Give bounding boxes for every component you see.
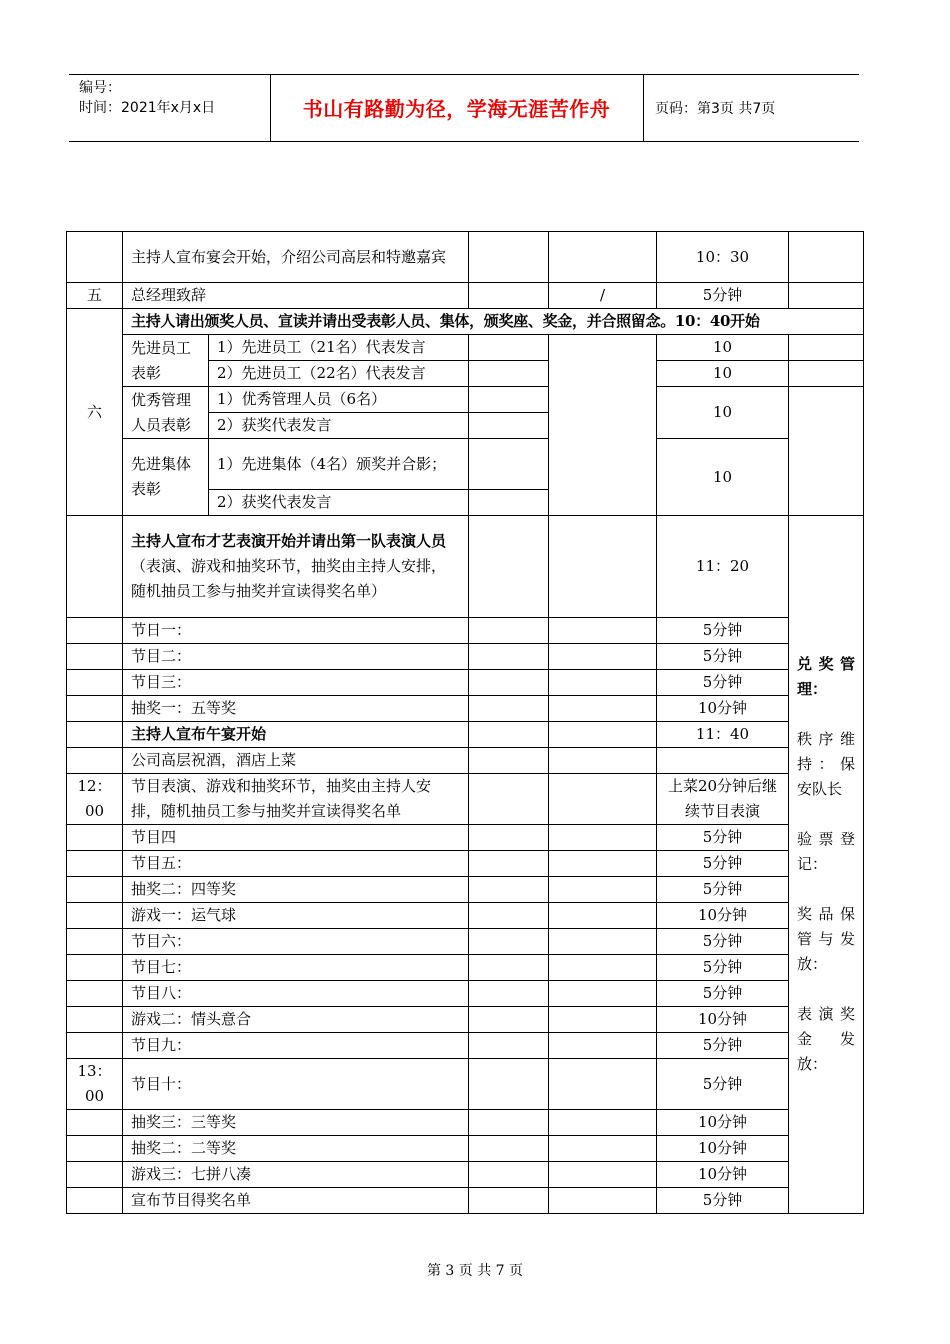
blank-cell [549, 516, 657, 618]
time-cell: 10 [657, 361, 789, 387]
blank-cell [469, 851, 549, 877]
blank-cell [469, 618, 549, 644]
blank-cell [549, 618, 657, 644]
blank-cell [549, 644, 657, 670]
blank-cell [549, 825, 657, 851]
content-cell: 节目二： [123, 644, 469, 670]
blank-cell [549, 955, 657, 981]
step-cell: 12：00 [67, 774, 123, 825]
blank-cell [469, 490, 549, 516]
time-cell [657, 748, 789, 774]
notes-order: 秩序维持：保安队长 [797, 730, 856, 798]
time-cell: 10 [657, 439, 789, 516]
blank-cell [469, 439, 549, 490]
content-cell: 节日一： [123, 618, 469, 644]
table-row [67, 774, 864, 825]
blank-cell [549, 670, 657, 696]
step-cell [67, 1162, 123, 1188]
time-cell: 5分钟 [657, 877, 789, 903]
content-cell: 节目六： [123, 929, 469, 955]
table-row [67, 1059, 864, 1110]
prize-management-notes [789, 516, 864, 1214]
table-row [67, 670, 864, 696]
time-cell: 上菜20分钟后继续节目表演 [657, 774, 789, 825]
step-cell [67, 618, 123, 644]
step-cell: 六 [67, 309, 123, 516]
blank-cell [549, 1033, 657, 1059]
time-cell: 5分钟 [657, 1059, 789, 1110]
content-cell: 节目九： [123, 1033, 469, 1059]
content-cell: 总经理致辞 [123, 283, 469, 309]
header-meta [79, 78, 215, 118]
blank-cell [789, 335, 864, 361]
step-cell [67, 851, 123, 877]
blank-cell [789, 387, 864, 516]
time-cell: 5分钟 [657, 670, 789, 696]
notes-bonus: 表演奖金发放： [797, 1005, 856, 1073]
time-cell: 5分钟 [657, 825, 789, 851]
time-cell: 10分钟 [657, 903, 789, 929]
blank-cell [469, 1136, 549, 1162]
blank-cell [469, 413, 549, 439]
step-cell [67, 696, 123, 722]
step-cell [67, 670, 123, 696]
table-row [67, 232, 864, 283]
header-divider [643, 74, 644, 141]
step-cell [67, 1007, 123, 1033]
notes-ticket: 验票登记： [797, 830, 856, 873]
time-cell: 10 [657, 335, 789, 361]
step-cell [67, 1188, 123, 1214]
award-item-cell: 2）获奖代表发言 [209, 490, 469, 516]
time-cell: 10 [657, 387, 789, 439]
step-cell [67, 825, 123, 851]
blank-cell [469, 335, 549, 361]
blank-cell [549, 903, 657, 929]
step-cell [67, 929, 123, 955]
blank-cell [469, 1110, 549, 1136]
blank-cell [549, 1007, 657, 1033]
blank-cell [469, 903, 549, 929]
blank-cell [549, 981, 657, 1007]
content-cell [123, 516, 469, 618]
blank-cell [469, 748, 549, 774]
award-group-cell: 优秀管理人员表彰 [123, 387, 209, 439]
serial-number-label: 编号： [79, 80, 121, 96]
award-item-cell: 1）先进员工（21名）代表发言 [209, 335, 469, 361]
content-cell: 节目十： [123, 1059, 469, 1110]
table-row [67, 929, 864, 955]
step-cell [67, 516, 123, 618]
blank-cell [469, 929, 549, 955]
blank-cell [549, 748, 657, 774]
blank-cell [789, 361, 864, 387]
table-row [67, 516, 864, 618]
blank-cell [549, 877, 657, 903]
step-cell [67, 232, 123, 283]
page-footer: 第 3 页 共 7 页 [426, 1263, 524, 1279]
content-cell: 抽奖一：五等奖 [123, 696, 469, 722]
time-cell: 5分钟 [657, 644, 789, 670]
table-row [67, 309, 864, 335]
blank-cell [469, 232, 549, 283]
content-cell: 宣布节目得奖名单 [123, 1188, 469, 1214]
table-row [67, 644, 864, 670]
blank-cell [549, 696, 657, 722]
content-cell: 抽奖三：三等奖 [123, 1110, 469, 1136]
blank-cell [469, 1033, 549, 1059]
time-cell: 5分钟 [657, 851, 789, 877]
table-row [67, 618, 864, 644]
content-cell: 抽奖二：四等奖 [123, 877, 469, 903]
blank-cell [469, 283, 549, 309]
step-cell [67, 877, 123, 903]
blank-cell [549, 774, 657, 825]
blank-cell [549, 1136, 657, 1162]
content-cell: 节目四 [123, 825, 469, 851]
step-cell [67, 903, 123, 929]
table-row [67, 283, 864, 309]
blank-cell [549, 232, 657, 283]
award-item-cell: 1）先进集体（4名）颁奖并合影； [209, 439, 469, 490]
blank-cell [469, 387, 549, 413]
time-cell: 5分钟 [657, 1188, 789, 1214]
award-item-cell: 2）先进员工（22名）代表发言 [209, 361, 469, 387]
blank-cell [469, 696, 549, 722]
table-row [67, 851, 864, 877]
blank-cell [549, 851, 657, 877]
table-row [67, 748, 864, 774]
table-row [67, 1110, 864, 1136]
award-item-cell: 1）优秀管理人员（6名） [209, 387, 469, 413]
blank-cell [549, 722, 657, 748]
award-group-cell: 先进员工表彰 [123, 335, 209, 387]
content-cell: 节目五： [123, 851, 469, 877]
blank-cell [549, 1110, 657, 1136]
step-cell: 五 [67, 283, 123, 309]
blank-cell [549, 1059, 657, 1110]
time-cell: 5分钟 [657, 981, 789, 1007]
slash-cell: / [549, 283, 657, 309]
time-cell: 5分钟 [657, 955, 789, 981]
blank-cell [469, 361, 549, 387]
award-group-cell: 先进集体表彰 [123, 439, 209, 516]
table-row [67, 696, 864, 722]
time-cell: 10分钟 [657, 1136, 789, 1162]
table-row [67, 1007, 864, 1033]
table-row [67, 825, 864, 851]
step-cell [67, 1136, 123, 1162]
content-bold: 主持人宣布才艺表演开始并请出第一队表演人员 [131, 532, 447, 550]
time-cell: 11：40 [657, 722, 789, 748]
blank-cell [469, 670, 549, 696]
content-cell: 节目八： [123, 981, 469, 1007]
content-cell: 抽奖二：二等奖 [123, 1136, 469, 1162]
blank-cell [549, 1188, 657, 1214]
blank-cell [469, 722, 549, 748]
time-cell: 11：20 [657, 516, 789, 618]
blank-cell [469, 955, 549, 981]
step-cell [67, 722, 123, 748]
table-row [67, 1033, 864, 1059]
notes-prize: 奖品保管与发放： [797, 905, 856, 973]
award-intro-cell: 主持人请出颁奖人员、宣读并请出受表彰人员、集体，颁奖座、奖金，并合照留念。10：40开始 [123, 309, 864, 335]
blank-cell [469, 1059, 549, 1110]
blank-cell [789, 283, 864, 309]
content-cell: 游戏一：运气球 [123, 903, 469, 929]
time-cell: 5分钟 [657, 283, 789, 309]
table-row [67, 877, 864, 903]
table-row [67, 1162, 864, 1188]
blank-cell [469, 516, 549, 618]
table-row [67, 439, 864, 490]
time-cell: 5分钟 [657, 1033, 789, 1059]
blank-cell [469, 1188, 549, 1214]
step-cell [67, 1033, 123, 1059]
blank-cell [469, 1007, 549, 1033]
content-cell: 节目表演、游戏和抽奖环节，抽奖由主持人安排，随机抽员工参与抽奖并宣读得奖名单 [123, 774, 469, 825]
time-cell: 10分钟 [657, 1110, 789, 1136]
blank-cell [469, 644, 549, 670]
table-row [67, 335, 864, 361]
blank-cell [469, 825, 549, 851]
table-row [67, 387, 864, 413]
blank-cell [549, 1162, 657, 1188]
time-cell: 10分钟 [657, 1162, 789, 1188]
content-cell: 游戏三：七拼八凑 [123, 1162, 469, 1188]
blank-cell [549, 929, 657, 955]
content-cell: 节目三： [123, 670, 469, 696]
date-label: 时间：2021年x月x日 [79, 100, 216, 116]
table-row [67, 981, 864, 1007]
blank-cell [469, 1162, 549, 1188]
table-row [67, 1188, 864, 1214]
content-cell: 节目七： [123, 955, 469, 981]
time-cell: 10分钟 [657, 696, 789, 722]
schedule-table [66, 231, 864, 1214]
time-cell: 10：30 [657, 232, 789, 283]
notes-title: 兑奖管理： [797, 655, 856, 698]
table-row [67, 722, 864, 748]
table-row [67, 1136, 864, 1162]
blank-cell [549, 335, 657, 516]
header-bottom-rule [69, 141, 859, 142]
step-cell [67, 1110, 123, 1136]
blank-cell [789, 232, 864, 283]
step-cell: 13：00 [67, 1059, 123, 1110]
step-cell [67, 955, 123, 981]
step-cell [67, 644, 123, 670]
header-page-number: 页码：第3页 共7页 [655, 100, 776, 117]
header-motto: 书山有路勤为径，学海无涯苦作舟 [302, 97, 611, 121]
blank-cell [469, 981, 549, 1007]
blank-cell [469, 774, 549, 825]
blank-cell [469, 877, 549, 903]
time-cell: 10分钟 [657, 1007, 789, 1033]
table-row [67, 903, 864, 929]
content-cell: 游戏二：情头意合 [123, 1007, 469, 1033]
content-cell: 主持人宣布午宴开始 [123, 722, 469, 748]
table-row [67, 955, 864, 981]
time-cell: 5分钟 [657, 618, 789, 644]
step-cell [67, 981, 123, 1007]
content-cell: 主持人宣布宴会开始，介绍公司高层和特邀嘉宾 [123, 232, 469, 283]
content-rest: （表演、游戏和抽奖环节，抽奖由主持人安排，随机抽员工参与抽奖并宣读得奖名单） [131, 557, 447, 600]
content-cell: 公司高层祝酒，酒店上菜 [123, 748, 469, 774]
time-cell: 5分钟 [657, 929, 789, 955]
award-item-cell: 2）获奖代表发言 [209, 413, 469, 439]
step-cell [67, 748, 123, 774]
